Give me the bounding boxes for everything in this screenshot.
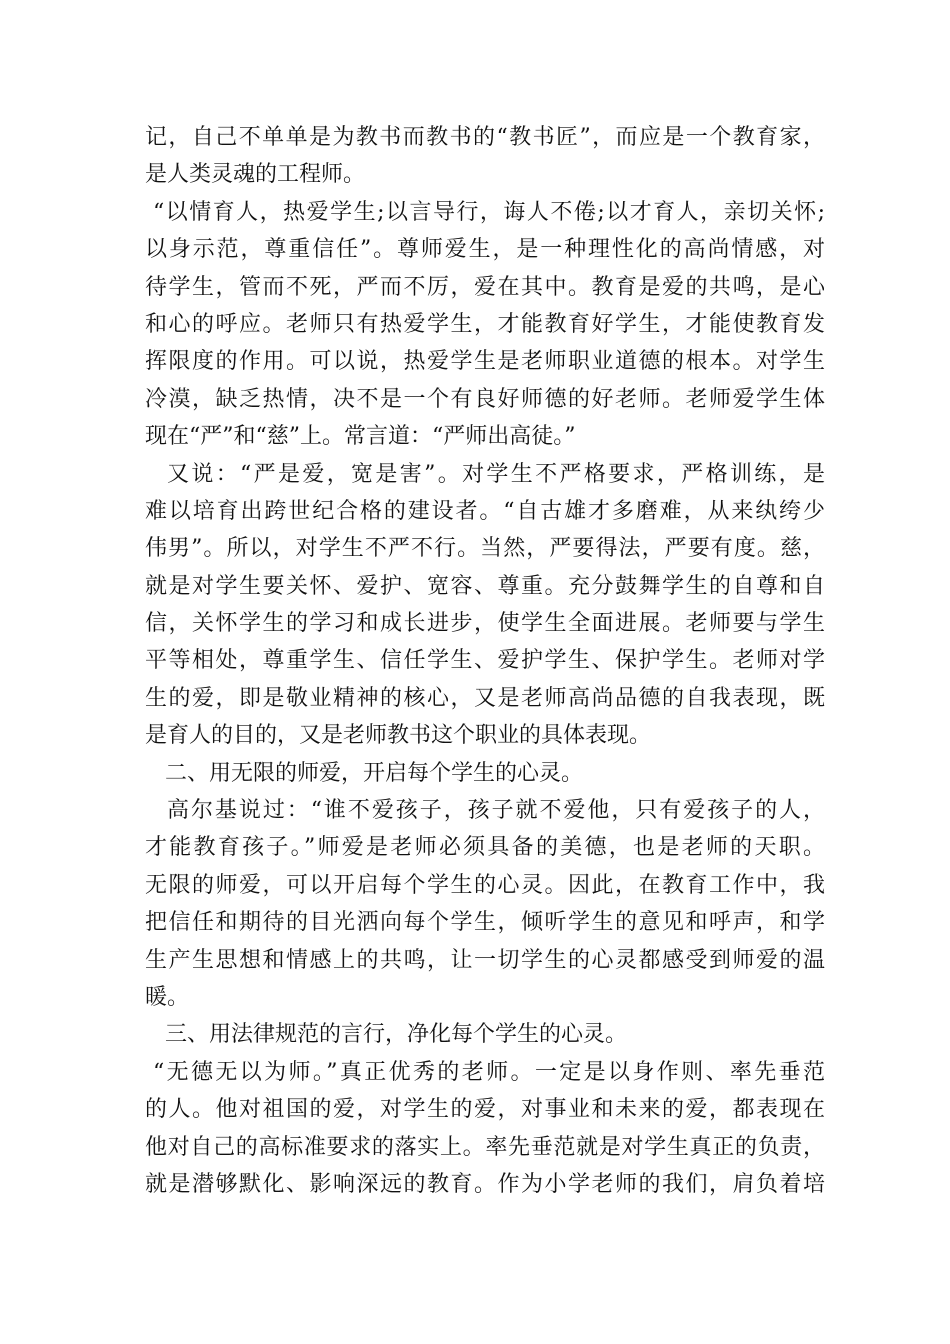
text-line: 挥限度的作用。可以说，热爱学生是老师职业道德的根本。对学生 (145, 349, 825, 375)
text-line: 生的爱，即是敬业精神的核心，又是老师高尚品德的自我表现，既 (145, 685, 825, 711)
text-line: “以情育人，热爱学生;以言导行，诲人不倦;以才育人，亲切关怀; (153, 199, 825, 225)
text-line: 待学生，管而不死，严而不厉，爱在其中。教育是爱的共鸣，是心 (145, 274, 825, 300)
text-line: 高尔基说过：“谁不爱孩子，孩子就不爱他，只有爱孩子的人， (167, 798, 825, 824)
text-line: 平等相处，尊重学生、信任学生、爱护学生、保护学生。老师对学 (145, 648, 825, 674)
text-line: 冷漠，缺乏热情，决不是一个有良好师德的好老师。老师爱学生体 (145, 386, 825, 412)
text-line: 和心的呼应。老师只有热爱学生，才能教育好学生，才能使教育发 (145, 311, 825, 337)
text-line: 就是潜够默化、影响深远的教育。作为小学老师的我们，肩负着培 (145, 1171, 825, 1197)
text-line: 是育人的目的，又是老师教书这个职业的具体表现。 (145, 723, 652, 749)
section-heading: 三、用法律规范的言行，净化每个学生的心灵。 (165, 1022, 628, 1048)
text-line: 他对自己的高标准要求的落实上。率先垂范就是对学生真正的负责， (145, 1134, 825, 1160)
text-line: 难以培育出跨世纪合格的建设者。“自古雄才多磨难，从来纨绔少 (145, 498, 825, 524)
text-line: 记，自己不单单是为教书而教书的“教书匠”，而应是一个教育家， (145, 125, 825, 150)
text-line: 就是对学生要关怀、爱护、宽容、尊重。充分鼓舞学生的自尊和自 (145, 573, 825, 599)
text-line: 伟男”。所以，对学生不严不行。当然，严要得法，严要有度。慈， (145, 536, 825, 562)
text-line: 才能教育孩子。”师爱是老师必须具备的美德，也是老师的天职。 (145, 835, 825, 861)
text-line: “无德无以为师。”真正优秀的老师。一定是以身作则、率先垂范 (153, 1059, 825, 1085)
text-line: 的人。他对祖国的爱，对学生的爱，对事业和未来的爱，都表现在 (145, 1097, 825, 1123)
text-line: 现在“严”和“慈”上。常言道：“严师出高徒。” (145, 424, 576, 450)
text-line: 以身示范，尊重信任”。尊师爱生，是一种理性化的高尚情感，对 (145, 237, 825, 263)
text-line: 是人类灵魂的工程师。 (145, 162, 366, 188)
document-body (145, 119, 825, 1203)
text-line: 无限的师爱，可以开启每个学生的心灵。因此，在教育工作中，我 (145, 872, 825, 898)
text-line: 生产生思想和情感上的共鸣，让一切学生的心灵都感受到师爱的温 (145, 947, 825, 973)
text-line: 把信任和期待的目光洒向每个学生，倾听学生的意见和呼声，和学 (145, 910, 825, 936)
text-line: 暖。 (145, 984, 190, 1010)
section-heading: 二、用无限的师爱，开启每个学生的心灵。 (165, 760, 584, 786)
text-line: 信，关怀学生的学习和成长进步，使学生全面进展。老师要与学生 (145, 611, 825, 637)
text-line: 又说：“严是爱，宽是害”。对学生不严格要求，严格训练，是 (167, 461, 825, 487)
